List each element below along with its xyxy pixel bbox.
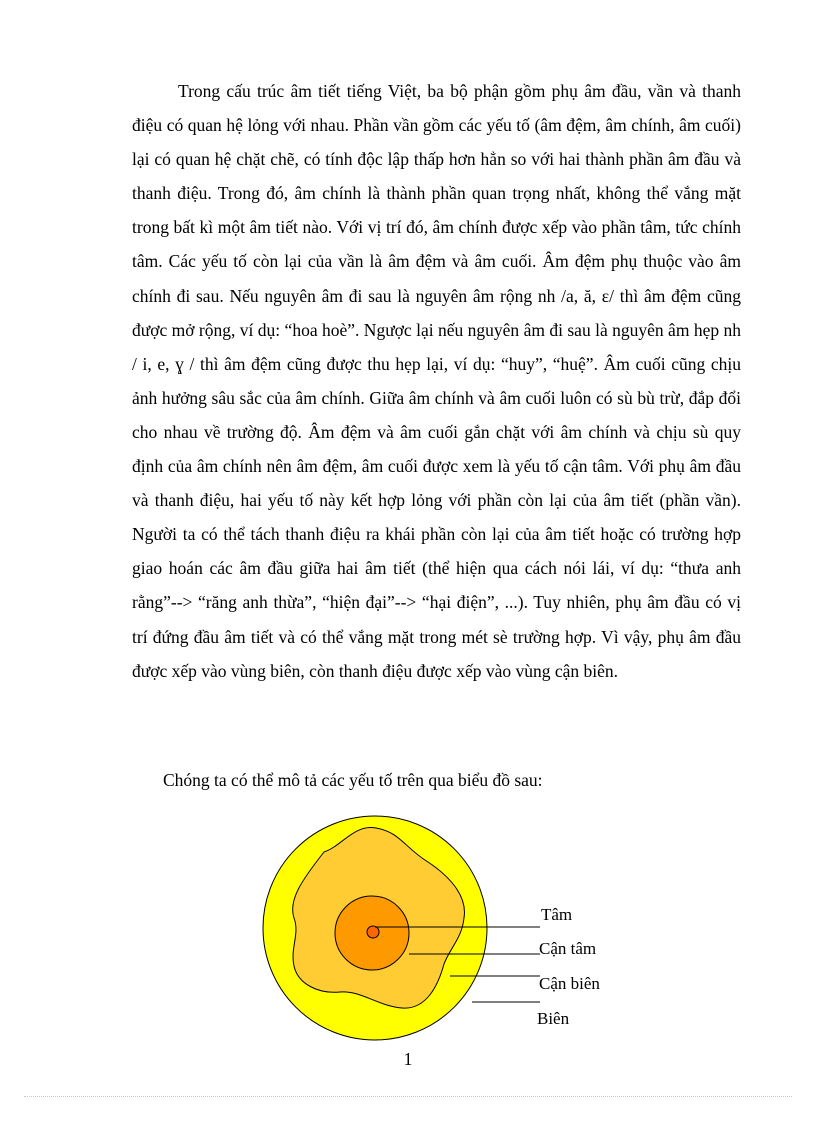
footer-divider <box>24 1096 792 1097</box>
label-tam: Tâm <box>541 905 573 924</box>
page-number: 1 <box>403 1049 413 1069</box>
body-paragraph: Trong cấu trúc âm tiết tiếng Việt, ba bộ phận gồm phụ âm đầu, vần và thanh điệu có quan hệ lỏng với nhau. Phần vần gồm các yếu tố (âm đệm, âm chính, âm cuối) lại có quan hệ chặt chẽ, có tính độc lập thấp hơn hẳn so với hai thành phần âm đầu và thanh điệu. Trong đó, âm chính là thành phần quan trọng nhất, không thể vắng mặt trong bất kì một âm tiết nào. Với vị trí đó, âm chính được xếp vào phần tâm, tức chính tâm. Các yếu tố còn lại của vần là âm đệm và âm cuối. Âm đệm phụ thuộc vào âm chính đi sau. Nếu nguyên âm đi sau là nguyên âm rộng nh /a, ă, ε/ thì âm đệm cũng được mở rộng, ví dụ: “hoa hoè”. Ngược lại nếu nguyên âm đi sau là nguyên âm hẹp nh / i, e, ɣ / thì âm đệm cũng được thu hẹp lại, ví dụ: “huy”, “huệ”. Âm cuối cũng chịu ảnh hưởng sâu sắc của âm chính. Giữa âm chính và âm cuối luôn có sù bù trừ, đắp đổi cho nhau về trường độ. Âm đệm và âm cuối gắn chặt với âm chính và chịu sù quy định của âm chính nên âm đệm, âm cuối được xem là yếu tố cận tâm. Với phụ âm đầu và thanh điệu, hai yếu tố này kết hợp lỏng với phần còn lại của âm tiết (phần vần). Người ta có thể tách thanh điệu ra khái phần còn lại của âm tiết hoặc có trường hợp giao hoán các âm đầu giữa hai âm tiết (thể hiện qua cách nói lái, ví dụ: “thưa anh rằng”--> “răng anh thừa”, “hiện đại”--> “hại điện”, ...). Tuy nhiên, phụ âm đầu có vị trí đứng đầu âm tiết và có thể vắng mặt trong mét sè trường hợp. Vì vậy, phụ âm đầu được xếp vào vùng biên, còn thanh điệu được xếp vào vùng cận biên. <box>132 81 741 681</box>
label-can-tam: Cận tâm <box>539 939 597 958</box>
diagram-intro: Chóng ta có thể mô tả các yếu tố trên qua biểu đồ sau: <box>163 770 543 790</box>
label-can-bien: Cận biên <box>539 974 600 993</box>
syllable-structure-diagram <box>250 808 620 1048</box>
label-bien: Biên <box>537 1009 570 1028</box>
core-circle-tam <box>367 926 379 938</box>
